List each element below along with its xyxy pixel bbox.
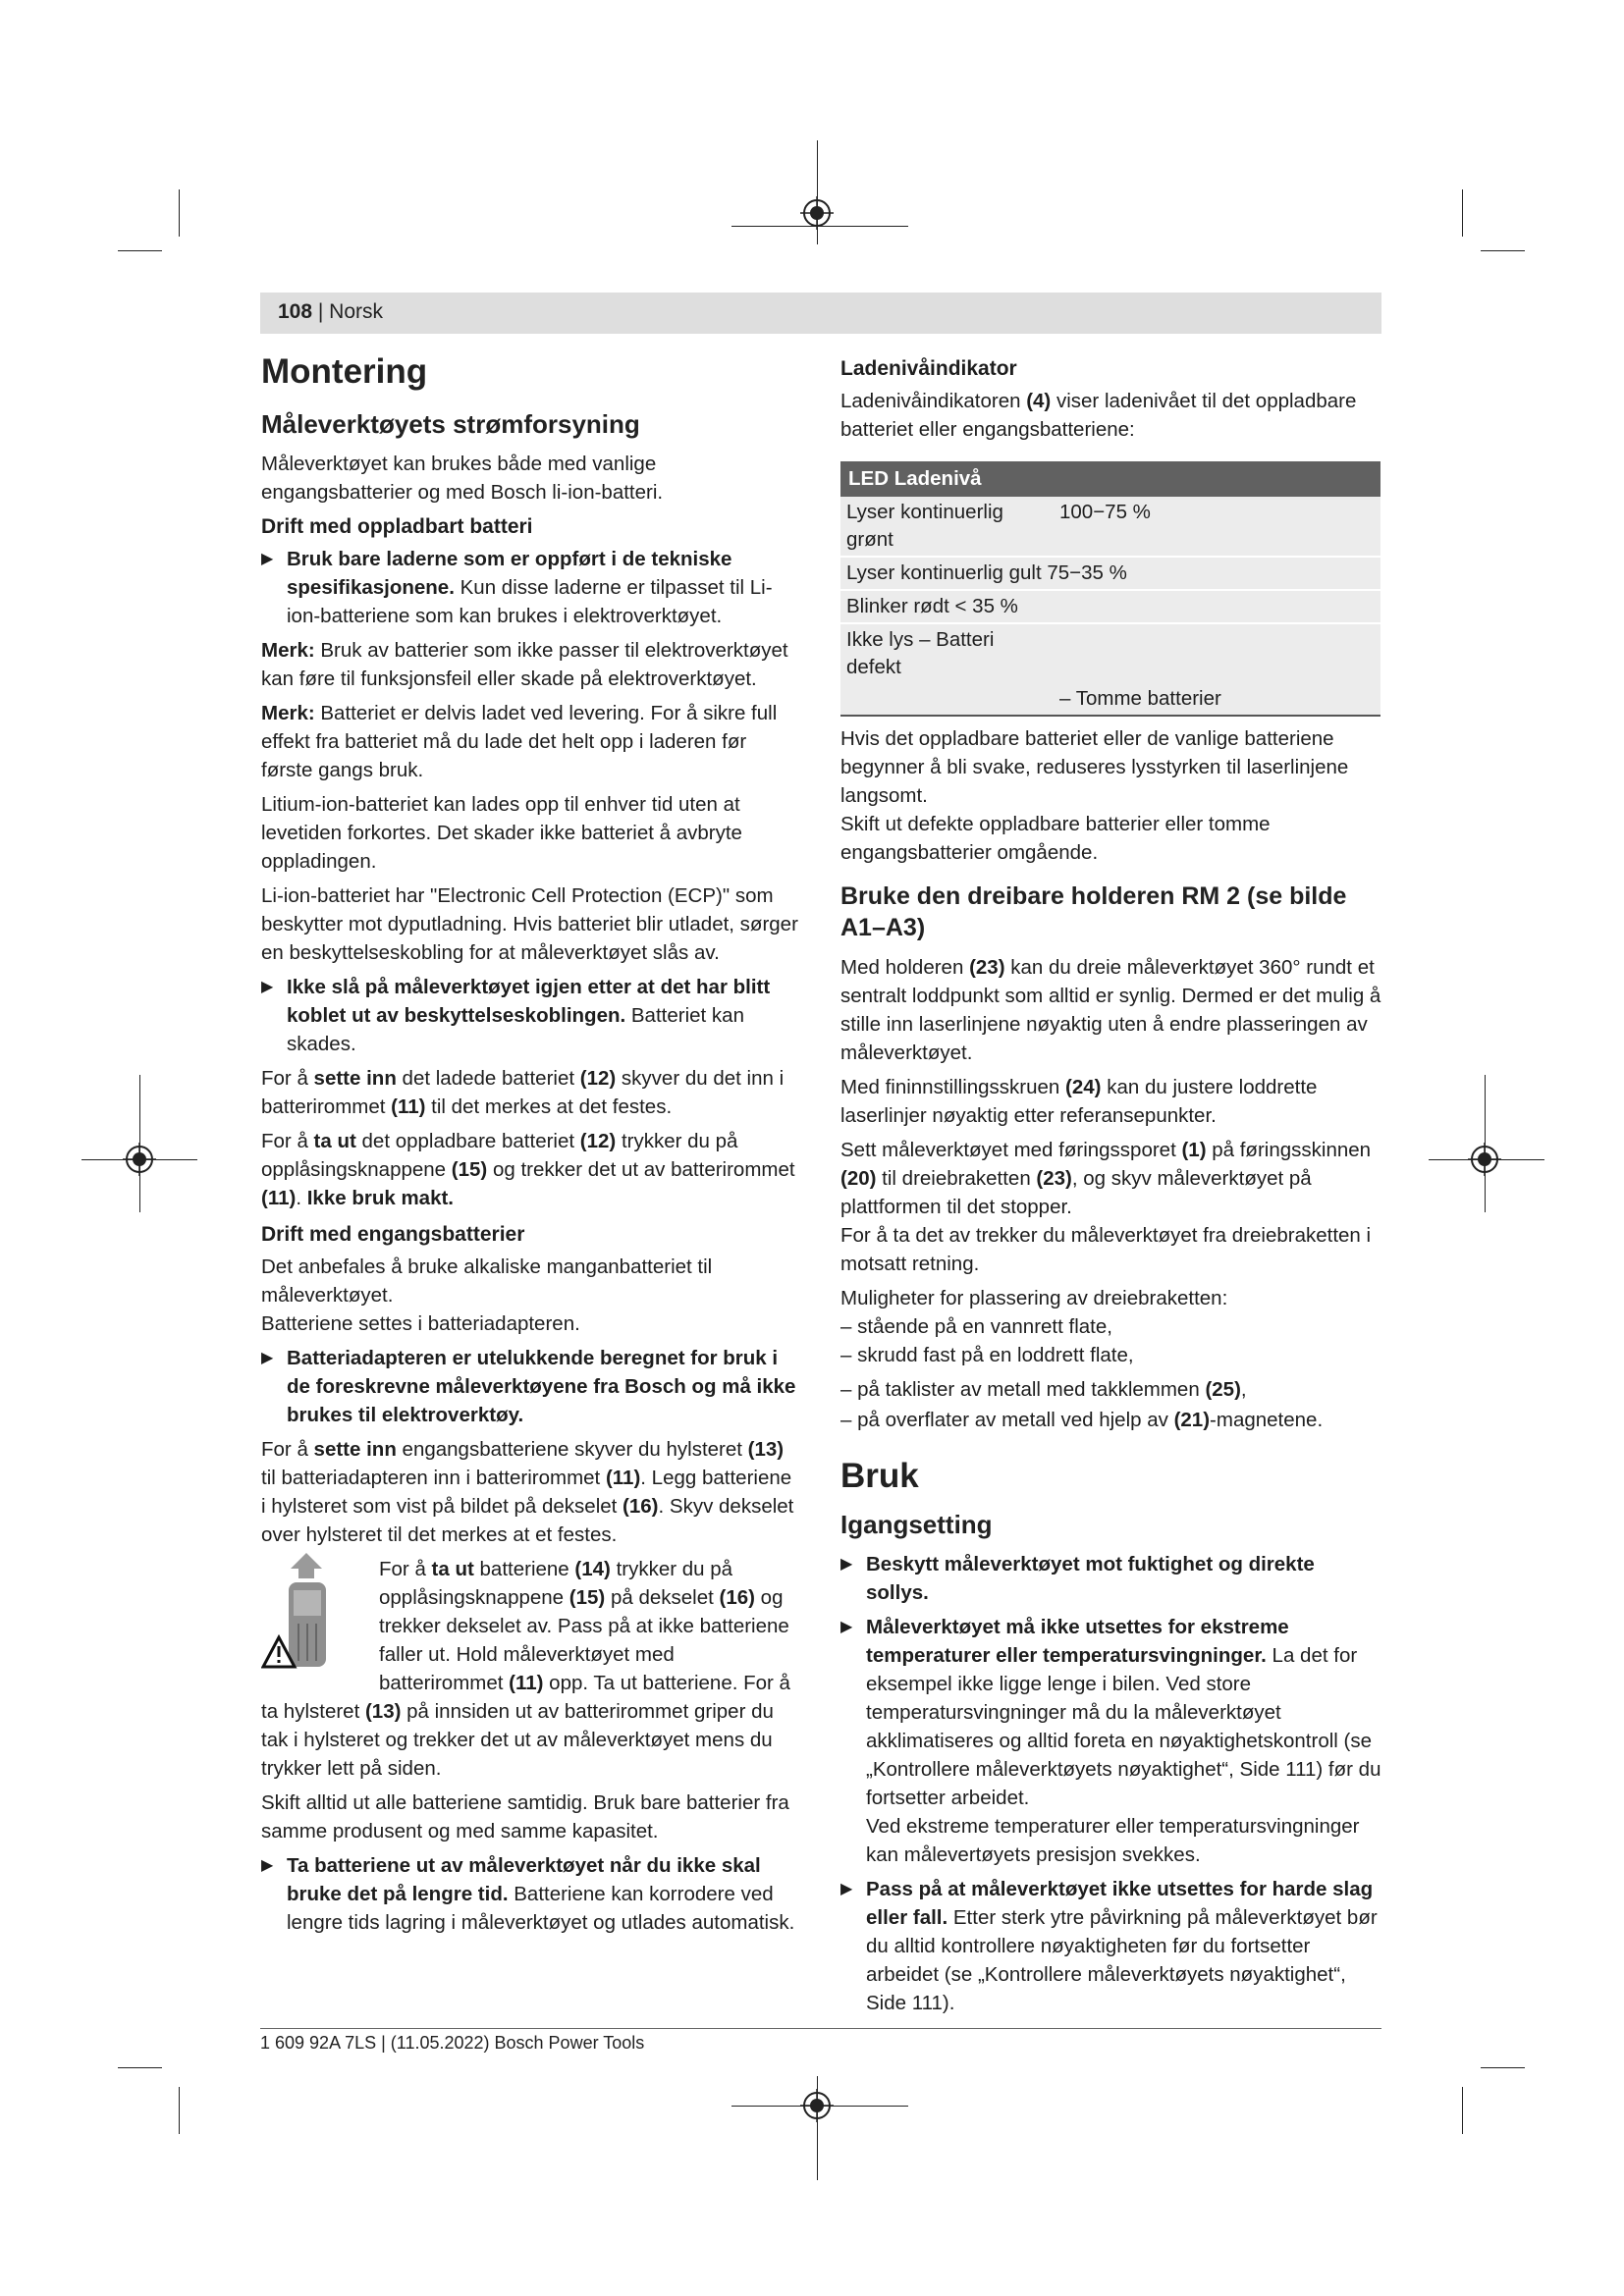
paragraph-remove-battery: For å ta ut det oppladbare batteriet (12) trykker du på opplåsingsknappene (15) og trekker det ut av batterirommet (11). Ikke bruk makt. <box>261 1130 795 1209</box>
charge-level-table <box>840 461 1380 717</box>
battery-warning-illustration-icon <box>261 1551 352 1679</box>
warning-bullet: ▶ Beskytt måleverktøyet mot fuktighet og direkte sollys. <box>840 1550 1382 1607</box>
registration-target-icon <box>800 196 834 230</box>
table-header-row <box>840 461 1380 497</box>
heading-start: Igangsetting <box>840 1510 993 1539</box>
bullet-arrow-icon: ▶ <box>840 1881 853 1897</box>
warning-bullet: ▶ Ta batteriene ut av måleverktøyet når du ikke skal bruke det på lengre tid. Batteriene kan korrodere ved lengre tids lagring i måleverktøyet og utlades automatisk. <box>261 1851 801 1937</box>
page-header: 108 | Norsk <box>278 300 384 323</box>
footer-rule <box>260 2028 1381 2029</box>
paragraph-intro: Måleverktøyet kan brukes både med vanlige engangsbatterier og med Bosch li-ion-batteri. <box>261 453 664 504</box>
paragraph-dismount: For å ta det av trekker du måleverktøyet fra dreiebraketten i motsatt retning. <box>840 1224 1372 1275</box>
table-row: Blinker rødt < 35 % <box>840 590 1380 623</box>
heading-disposable: Drift med engangsbatterier <box>261 1223 525 1246</box>
registration-target-icon <box>800 2089 834 2122</box>
paragraph-holder: Med holderen (23) kan du dreie måleverktøyet 360° rundt et sentralt loddpunkt som alltid er synlig. Dermed er det mulig å stille inn laserlinjene nøyaktig uten å endre plasseringen av måleverktøyet. <box>840 956 1381 1064</box>
bullet-arrow-icon: ▶ <box>261 1857 274 1874</box>
bullet-arrow-icon: ▶ <box>261 979 274 995</box>
paragraph-replace-defect: Skift ut defekte oppladbare batterier eller tomme engangsbatterier omgående. <box>840 813 1271 864</box>
column-header-level: Ladenivå <box>893 467 982 490</box>
table-row: Ikke lys – Batteri defekt <box>840 623 1380 683</box>
left-column <box>261 351 801 1943</box>
table-row: Lyser kontinuerlig grønt 100−75 % <box>840 497 1380 557</box>
section-title-bruk: Bruk <box>840 1457 919 1495</box>
warning-bullet: ▶ Ikke slå på måleverktøyet igjen etter at det har blitt koblet ut av beskyttelseskoblingen. Batteriet kan skades. <box>261 973 801 1058</box>
paragraph-mount: Sett måleverktøyet med føringssporet (1) på føringsskinnen (20) til dreiebraketten (23), og skyv måleverktøyet på plattformen til det stopper. <box>840 1139 1372 1218</box>
list-item: – stående på en vannrett flate, <box>840 1315 1112 1338</box>
warning-bullet: ▶ Batteriadapteren er utelukkende beregnet for bruk i de foreskrevne måleverktøyene fra Bosch og må ikke brukes til elektroverktøy. <box>261 1344 801 1429</box>
paragraph-alkaline: Det anbefales å bruke alkaliske manganbatteriet til måleverktøyet. <box>261 1255 713 1307</box>
paragraph-options: Muligheter for plassering av dreiebraketten: <box>840 1287 1228 1309</box>
paragraph-weak-battery: Hvis det oppladbare batteriet eller de vanlige batteriene begynner å bli svake, reduseres lysstyrken til laserlinjene langsomt. <box>840 727 1349 807</box>
heading-rotating-holder: Bruke den dreibare holderen RM 2 (se bilde A1–A3) <box>840 882 1347 941</box>
note-paragraph: Merk: Bruk av batterier som ikke passer til elektroverktøyet kan føre til funksjonsfeil eller skade på elektroverktøyet. <box>261 639 788 690</box>
paragraph-insert-disposable: For å sette inn engangsbatteriene skyver du hylsteret (13) til batteriadapteren inn i batterirommet (11). Legg batteriene i hylsteret som vist på bildet på dekselet (16). Skyv dekselet over hylsteret til det merkes at et festes. <box>261 1438 794 1546</box>
page-header-band <box>260 293 1381 334</box>
warning-bullet: ▶ Bruk bare laderne som er oppført i de tekniske spesifikasjonene. Kun disse laderne er tilpasset til Li-ion-batteriene som kan brukes i elektroverktøyet. <box>261 545 801 630</box>
bullet-arrow-icon: ▶ <box>261 1350 274 1366</box>
page-footer: 1 609 92A 7LS | (11.05.2022) Bosch Power Tools <box>260 2033 645 2053</box>
heading-power-supply: Måleverktøyets strømforsyning <box>261 409 640 439</box>
warning-bullet: ▶ Måleverktøyet må ikke utsettes for ekstreme temperaturer eller temperatursvingninger. La det for eksempel ikke ligge lenge i bilen. Ved store temperatursvingninger må du la måleverktøyet akklimatiseres og alltid foreta en nøyaktighetskontroll (se „Kontrollere måleverktøyets nøyaktighet“, Side 111) før du fortsetter arbeidet. Ved ekstreme temperaturer eller temperatursvingninger kan målevertøyets presisjon svekkes. <box>840 1613 1382 1869</box>
table-row: – Tomme batterier <box>840 683 1380 716</box>
page-number: 108 <box>278 300 313 323</box>
registration-target-icon <box>1468 1143 1501 1176</box>
bullet-arrow-icon: ▶ <box>840 1556 853 1573</box>
paragraph-ecp: Li-ion-batteriet har "Electronic Cell Protection (ECP)" som beskytter mot dyputladning. Hvis batteriet blir utladet, sørger en beskyttelseskobling for at måleverktøyet slås av. <box>261 884 798 964</box>
heading-rechargeable: Drift med oppladbart batteri <box>261 515 533 538</box>
section-title-montering: Montering <box>261 352 428 391</box>
warning-bullet: ▶ Pass på at måleverktøyet ikke utsettes for harde slag eller fall. Etter sterk ytre påvirkning på måleverktøyet bør du alltid kontrollere nøyaktigheten før du fortsetter arbeidet (se „Kontrollere måleverktøyets nøyaktighet“, Side 111). <box>840 1875 1382 2017</box>
paragraph-fine-adjust: Med fininnstillingsskruen (24) kan du justere loddrette laserlinjer nøyaktig etter referansepunkter. <box>840 1076 1318 1127</box>
note-paragraph: Merk: Batteriet er delvis ladet ved levering. For å sikre full effekt fra batteriet må du lade det helt opp i laderen før første gangs bruk. <box>261 702 778 781</box>
right-column <box>840 354 1382 2023</box>
list-item: – på taklister av metall med takklemmen (25), <box>840 1378 1247 1401</box>
registration-target-icon <box>123 1143 156 1176</box>
bullet-arrow-icon: ▶ <box>261 551 274 567</box>
paragraph-lithium: Litium-ion-batteriet kan lades opp til enhver tid uten at levetiden forkortes. Det skader ikke batteriet å avbryte oppladingen. <box>261 793 742 873</box>
list-item: – skrudd fast på en loddrett flate, <box>840 1344 1134 1366</box>
heading-charge-indicator: Ladenivåindikator <box>840 357 1017 380</box>
bullet-arrow-icon: ▶ <box>840 1619 853 1635</box>
list-item: – på overflater av metall ved hjelp av (21)-magnetene. <box>840 1409 1324 1431</box>
column-header-led: LED <box>848 467 889 490</box>
paragraph-charge-indicator: Ladenivåindikatoren (4) viser ladenivået til det oppladbare batteriet eller engangsbatteriene: <box>840 390 1357 441</box>
header-language: Norsk <box>329 300 384 323</box>
paragraph-remove-disposable: For å ta ut batteriene (14) trykker du på opplåsingsknappene (15) på dekselet (16) og trekker dekselet av. Pass på at ikke batteriene faller ut. Hold måleverktøyet med batterirommet (11) opp. Ta ut batteriene. For å ta hylsteret (13) på innsiden ut av batterirommet griper du tak i hylsteret og trekker det ut av måleverktøyet mens du trykker lett på siden. <box>261 1558 790 1780</box>
table-row: Lyser kontinuerlig gult 75−35 % <box>840 557 1380 590</box>
paragraph-adapter: Batteriene settes i batteriadapteren. <box>261 1312 580 1335</box>
paragraph-insert-battery: For å sette inn det ladede batteriet (12) skyver du det inn i batterirommet (11) til det merkes at det festes. <box>261 1067 785 1118</box>
paragraph-replace-all: Skift alltid ut alle batteriene samtidig. Bruk bare batterier fra samme produsent og med samme kapasitet. <box>261 1791 789 1842</box>
